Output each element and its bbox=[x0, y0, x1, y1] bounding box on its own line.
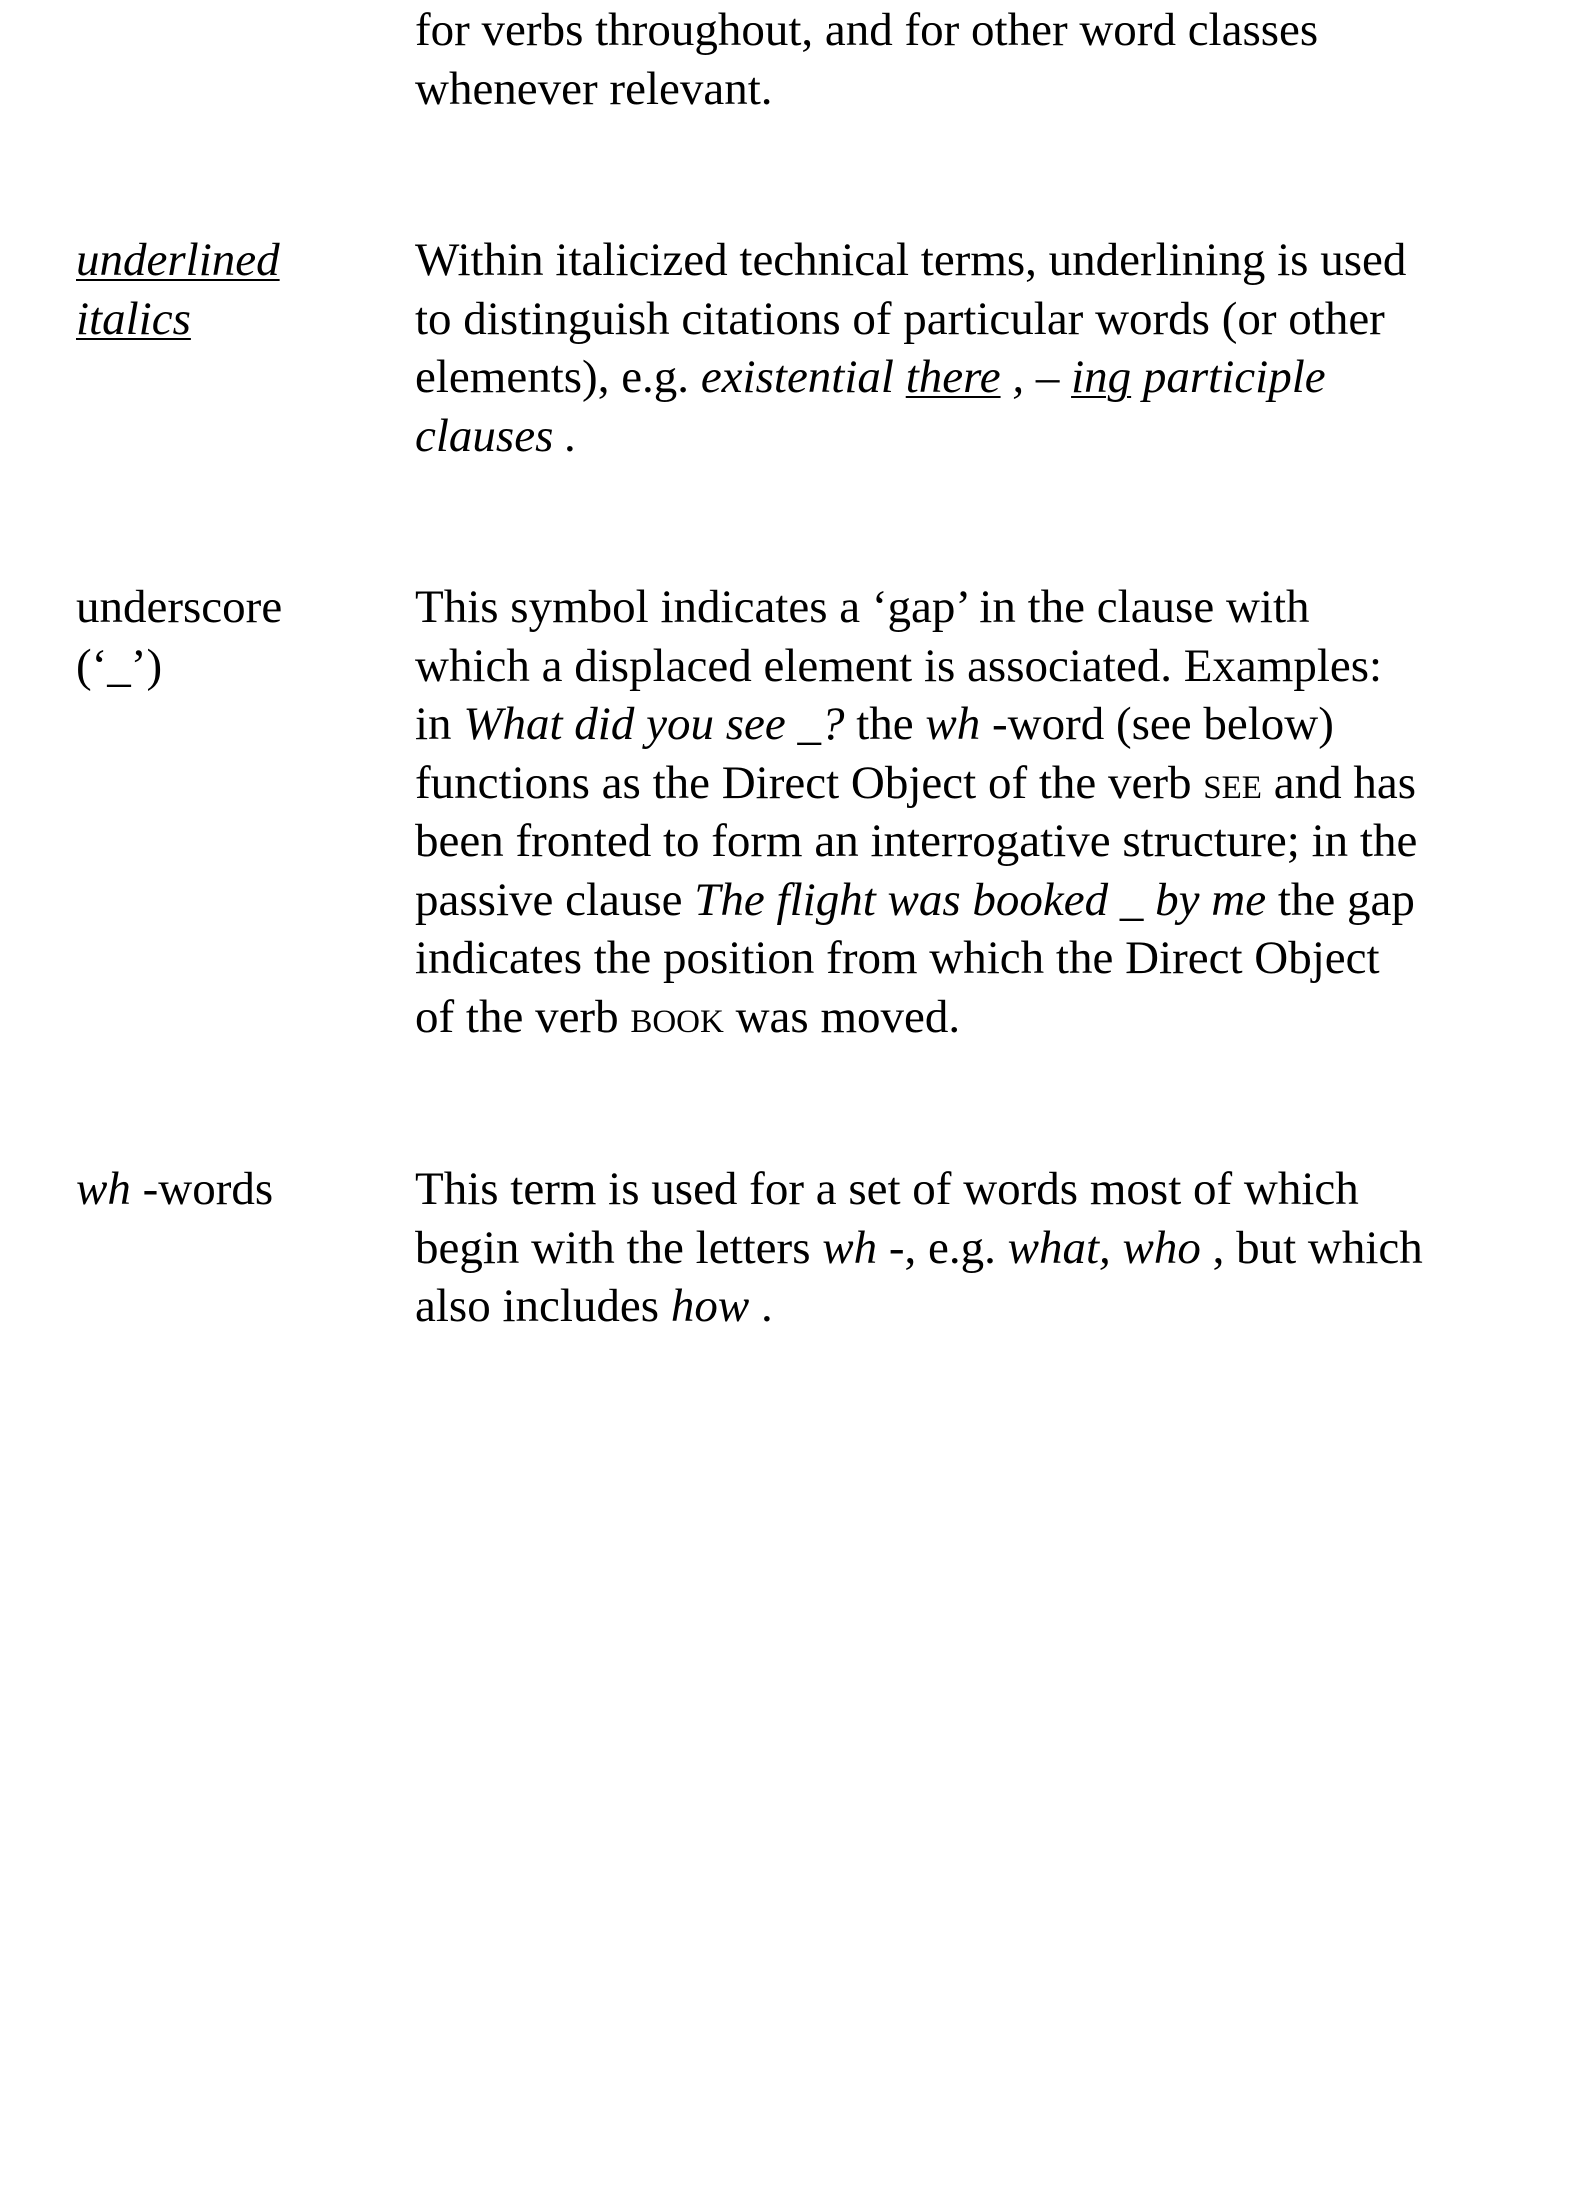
def-text: the gap bbox=[1266, 873, 1415, 926]
term-wh-words bbox=[76, 1160, 396, 1219]
def-italic-term: existential bbox=[700, 351, 906, 403]
definition-underscore bbox=[415, 578, 1525, 1046]
def-italic-term: clauses bbox=[415, 409, 554, 462]
def-line-3 bbox=[415, 1277, 1525, 1336]
term-line-2: italics bbox=[76, 292, 191, 345]
def-text: begin with the letters bbox=[415, 1221, 823, 1274]
term-line-1: underlined bbox=[76, 234, 280, 286]
def-line-7: indicates the position from which the Direct Object bbox=[415, 932, 1380, 984]
term-italic: wh bbox=[76, 1163, 131, 1215]
term-line-1 bbox=[76, 1160, 396, 1219]
def-text: the bbox=[844, 698, 926, 750]
def-italic-term: participle bbox=[1131, 351, 1326, 403]
def-text: also includes bbox=[415, 1280, 671, 1332]
definition-wh-words bbox=[415, 1160, 1525, 1336]
intro-line-1: for verbs throughout, and for other word classes bbox=[415, 4, 1319, 56]
def-text: functions as the Direct Object of the verb bbox=[415, 756, 1204, 809]
def-example: what, who bbox=[1007, 1221, 1201, 1274]
def-text: elements), e.g. bbox=[415, 351, 701, 403]
def-text: . bbox=[553, 409, 577, 462]
def-text: . bbox=[749, 1280, 773, 1332]
def-italic-term: , – bbox=[1000, 351, 1072, 403]
def-line-1: This term is used for a set of words most of which bbox=[415, 1163, 1359, 1215]
def-italic-term: wh bbox=[822, 1221, 878, 1274]
def-line-4 bbox=[415, 407, 1525, 466]
def-text: passive clause bbox=[415, 873, 695, 926]
def-text: was moved. bbox=[723, 990, 961, 1043]
def-line-2: to distinguish citations of particular words (or other bbox=[415, 292, 1385, 345]
def-text: in bbox=[415, 698, 464, 750]
term-underlined-italics bbox=[76, 231, 396, 348]
def-line-3 bbox=[415, 348, 1525, 407]
intro-line-2: whenever relevant. bbox=[415, 62, 773, 115]
def-example: What did you see _? bbox=[463, 698, 845, 750]
term-line-2: (‘_’) bbox=[76, 639, 163, 692]
def-example: how bbox=[670, 1280, 750, 1332]
def-line-4 bbox=[415, 754, 1525, 813]
def-line-2 bbox=[415, 1219, 1525, 1278]
term-underscore bbox=[76, 578, 396, 695]
def-italic-term: wh bbox=[925, 698, 981, 750]
definition-underlined-italics bbox=[415, 231, 1525, 465]
def-line-2: which a displaced element is associated. Examples: bbox=[415, 639, 1383, 692]
def-lexeme: see bbox=[1203, 756, 1262, 809]
def-line-1: This symbol indicates a ‘gap’ in the clause with bbox=[415, 581, 1310, 633]
def-lexeme: book bbox=[630, 990, 724, 1043]
intro-text bbox=[415, 1, 1525, 118]
def-text: , but which bbox=[1200, 1221, 1423, 1274]
def-line-3 bbox=[415, 695, 1525, 754]
def-cited-word: ing bbox=[1071, 351, 1132, 403]
def-example: The flight was booked _ by me bbox=[694, 873, 1267, 926]
term-text: -words bbox=[130, 1163, 274, 1215]
def-line-8 bbox=[415, 988, 1525, 1047]
def-cited-word: there bbox=[905, 351, 1001, 403]
def-text: of the verb bbox=[415, 990, 631, 1043]
def-text: and has bbox=[1261, 756, 1416, 809]
def-line-5: been fronted to form an interrogative structure; in the bbox=[415, 815, 1418, 867]
term-line-1: underscore bbox=[76, 581, 283, 633]
def-text: -word (see below) bbox=[980, 698, 1334, 750]
def-line-6 bbox=[415, 871, 1525, 930]
def-line-1: Within italicized technical terms, underlining is used bbox=[415, 234, 1407, 286]
def-text: -, e.g. bbox=[877, 1221, 1008, 1274]
